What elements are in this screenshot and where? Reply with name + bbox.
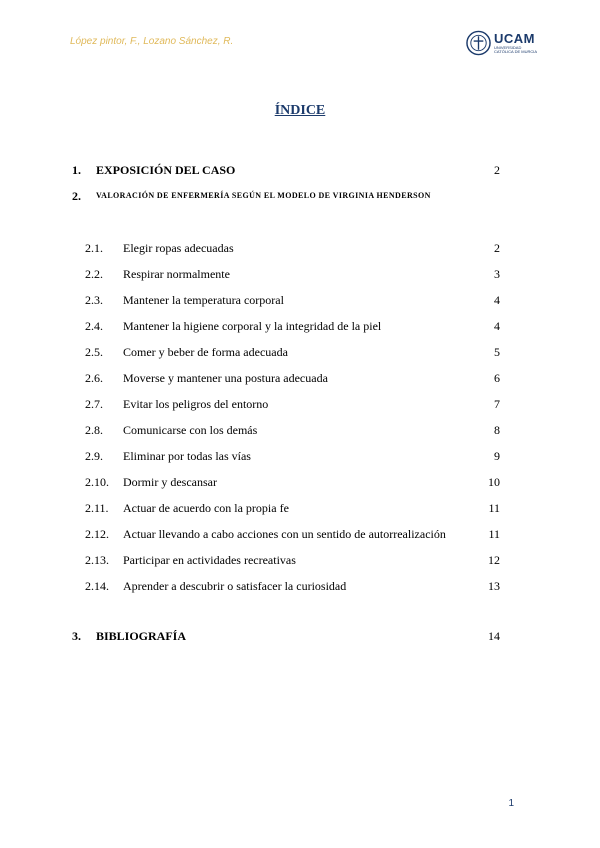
toc-item-page: 4 [494,293,500,307]
toc-item-page: 9 [494,449,500,463]
toc-item-label: Actuar de acuerdo con la propia fe [123,501,289,515]
toc-item-page: 4 [494,319,500,333]
toc-item-label: Comer y beber de forma adecuada [123,345,288,359]
toc-section-page: 2 [494,163,500,177]
toc-item-label: Respirar normalmente [123,267,230,281]
toc-item[interactable] [0,371,600,389]
toc-item-page: 10 [488,475,500,489]
toc-section-number: 1. [72,163,81,177]
toc-item-label: Elegir ropas adecuadas [123,241,234,255]
toc-item-page: 2 [494,241,500,255]
toc-item-label: Dormir y descansar [123,475,217,489]
toc-item-label: Comunicarse con los demás [123,423,258,437]
toc-item-number: 2.14. [85,579,109,593]
toc-item[interactable] [0,397,600,415]
toc-section-page: 14 [488,629,500,643]
logo-subtitle: UNIVERSIDAD CATÓLICA DE MURCIA [494,44,538,54]
toc-item-number: 2.11. [85,501,109,515]
toc-item[interactable] [0,475,600,493]
toc-item-number: 2.10. [85,475,109,489]
toc-section-3[interactable] [0,629,600,647]
ucam-logo [466,28,538,58]
toc-item-label: Participar en actividades recreativas [123,553,296,567]
toc-item-label: Mantener la temperatura corporal [123,293,284,307]
toc-item-number: 2.12. [85,527,109,541]
toc-item-page: 7 [494,397,500,411]
toc-section-number: 2. [72,189,81,203]
toc-item[interactable] [0,501,600,519]
toc-item-label: Actuar llevando a cabo acciones con un sentido de autorrealización [123,527,446,541]
toc-section-2[interactable] [0,189,600,207]
toc-item-page: 5 [494,345,500,359]
toc-item[interactable] [0,241,600,259]
toc-item-number: 2.8. [85,423,103,437]
header-author: López pintor, F., Lozano Sánchez, R. [70,36,234,47]
page-number: 1 [508,798,514,809]
toc-item-label: Aprender a descubrir o satisfacer la curiosidad [123,579,347,593]
toc-item-number: 2.9. [85,449,103,463]
toc-item-page: 8 [494,423,500,437]
university-seal-icon [466,30,491,56]
toc-item[interactable] [0,579,600,597]
toc-title: ÍNDICE [274,103,326,118]
toc-item-label: Eliminar por todas las vías [123,449,251,463]
toc-item[interactable] [0,267,600,285]
toc-section-1[interactable] [0,163,600,181]
toc-item-page: 11 [488,501,500,515]
toc-item[interactable] [0,449,600,467]
toc-item-number: 2.7. [85,397,103,411]
toc-item-number: 2.4. [85,319,103,333]
toc-item[interactable] [0,553,600,571]
toc-section-number: 3. [72,629,81,643]
toc-item[interactable] [0,423,600,441]
toc-item-page: 13 [488,579,500,593]
toc-item-number: 2.2. [85,267,103,281]
toc-item-label: Moverse y mantener una postura adecuada [123,371,328,385]
toc-section-label: VALORACIÓN DE ENFERMERÍA SEGÚN EL MODELO DE VIRGINIA HENDERSON [96,191,431,200]
toc-item-page: 11 [488,527,500,541]
toc-section-label: BIBLIOGRAFÍA [96,629,187,643]
logo-name: UCAM [494,30,535,46]
toc-item-number: 2.5. [85,345,103,359]
toc-item[interactable] [0,319,600,337]
toc-item-page: 12 [488,553,500,567]
toc-item-number: 2.6. [85,371,103,385]
toc-item-label: Evitar los peligros del entorno [123,397,269,411]
toc-section-label: EXPOSICIÓN DEL CASO [96,163,236,177]
toc-item-number: 2.1. [85,241,103,255]
toc-item-page: 6 [494,371,500,385]
toc-item[interactable] [0,293,600,311]
toc-item-number: 2.3. [85,293,103,307]
toc-item[interactable] [0,345,600,363]
toc-item-page: 3 [494,267,500,281]
toc-item-number: 2.13. [85,553,109,567]
toc-item[interactable] [0,527,600,545]
toc-item-label: Mantener la higiene corporal y la integridad de la piel [123,319,382,333]
